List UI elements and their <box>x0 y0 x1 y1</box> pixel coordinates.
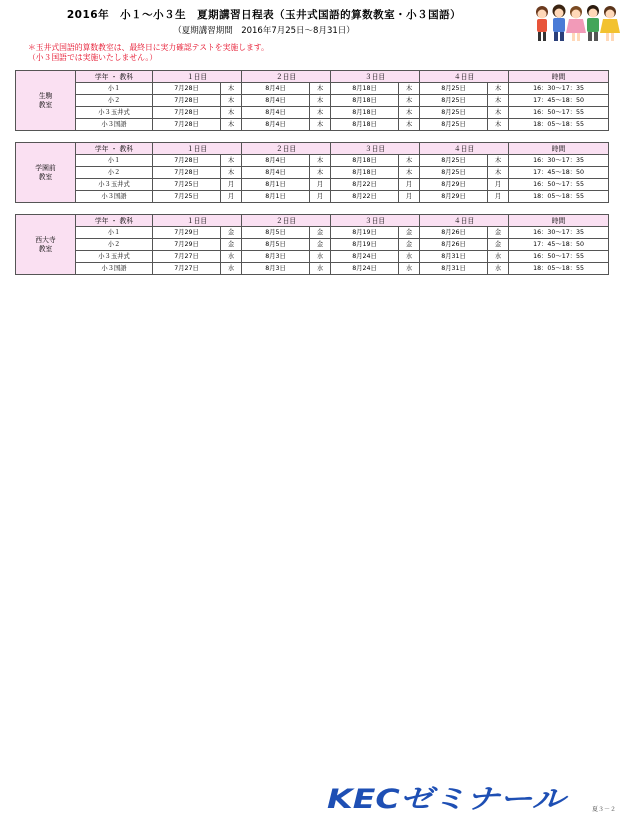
col-header-grade: 学年 ・ 教科 <box>76 71 153 83</box>
day1-weekday: 水 <box>221 251 242 263</box>
day4-weekday: 木 <box>488 167 509 179</box>
school-name <box>16 143 76 203</box>
grade-subject: 小２ <box>76 239 153 251</box>
day2-date: 8月1日 <box>242 191 310 203</box>
day4-date: 8月31日 <box>420 263 488 275</box>
class-time: 16：30～17：35 <box>509 227 609 239</box>
day1-weekday: 木 <box>221 119 242 131</box>
day3-weekday: 木 <box>399 167 420 179</box>
col-header-day4: ４日目 <box>420 215 509 227</box>
child-icon <box>600 6 620 41</box>
day4-date: 8月25日 <box>420 83 488 95</box>
day1-date: 7月25日 <box>153 191 221 203</box>
col-header-day3: ３日目 <box>331 143 420 155</box>
day2-weekday: 木 <box>310 167 331 179</box>
day4-weekday: 水 <box>488 263 509 275</box>
day1-date: 7月29日 <box>153 239 221 251</box>
day3-date: 8月18日 <box>331 83 399 95</box>
day4-date: 8月29日 <box>420 179 488 191</box>
school-name-text: 学園前 教室 <box>35 163 56 181</box>
grade-subject: 小３玉井式 <box>76 107 153 119</box>
header-row <box>16 71 609 83</box>
day1-date: 7月28日 <box>153 107 221 119</box>
grade-subject: 小３国語 <box>76 191 153 203</box>
day1-weekday: 木 <box>221 95 242 107</box>
class-time: 16：50～17：55 <box>509 107 609 119</box>
class-time: 16：50～17：55 <box>509 251 609 263</box>
day1-weekday: 木 <box>221 107 242 119</box>
schedule-table <box>15 214 609 275</box>
col-header-day2: ２日目 <box>242 143 331 155</box>
day4-date: 8月26日 <box>420 239 488 251</box>
day1-weekday: 金 <box>221 227 242 239</box>
day2-date: 8月3日 <box>242 251 310 263</box>
day1-weekday: 金 <box>221 239 242 251</box>
grade-subject: 小２ <box>76 95 153 107</box>
school-block <box>15 214 608 274</box>
day4-date: 8月25日 <box>420 95 488 107</box>
table-row <box>16 239 609 251</box>
day3-date: 8月22日 <box>331 179 399 191</box>
day3-weekday: 木 <box>399 83 420 95</box>
day1-date: 7月29日 <box>153 227 221 239</box>
col-header-time: 時間 <box>509 143 609 155</box>
class-time: 16：30～17：35 <box>509 155 609 167</box>
day1-weekday: 月 <box>221 179 242 191</box>
day3-date: 8月19日 <box>331 239 399 251</box>
col-header-grade: 学年 ・ 教科 <box>76 143 153 155</box>
table-row <box>16 227 609 239</box>
grade-subject: 小３玉井式 <box>76 251 153 263</box>
day4-weekday: 木 <box>488 107 509 119</box>
course-period: （夏期講習期間 2016年7月25日～8月31日） <box>173 26 355 36</box>
child-icon <box>536 6 548 41</box>
col-header-day1: １日目 <box>153 143 242 155</box>
day2-date: 8月5日 <box>242 227 310 239</box>
day3-date: 8月18日 <box>331 167 399 179</box>
day2-date: 8月1日 <box>242 179 310 191</box>
class-time: 17：45～18：50 <box>509 167 609 179</box>
day1-date: 7月27日 <box>153 263 221 275</box>
day3-date: 8月19日 <box>331 227 399 239</box>
school-name <box>16 215 76 275</box>
day4-date: 8月31日 <box>420 251 488 263</box>
school-block <box>15 70 608 130</box>
day2-date: 8月4日 <box>242 83 310 95</box>
note-line: （小３国語では実施いたしません。） <box>28 53 158 62</box>
day2-date: 8月4日 <box>242 167 310 179</box>
table-row <box>16 191 609 203</box>
col-header-time: 時間 <box>509 215 609 227</box>
day4-weekday: 月 <box>488 179 509 191</box>
day3-weekday: 木 <box>399 119 420 131</box>
grade-subject: 小１ <box>76 227 153 239</box>
child-icon <box>553 5 566 42</box>
day2-weekday: 木 <box>310 155 331 167</box>
grade-subject: 小３国語 <box>76 119 153 131</box>
class-time: 18：05～18：55 <box>509 191 609 203</box>
day2-weekday: 金 <box>310 227 331 239</box>
col-header-day4: ４日目 <box>420 71 509 83</box>
day2-date: 8月3日 <box>242 263 310 275</box>
day2-weekday: 水 <box>310 251 331 263</box>
table-row <box>16 179 609 191</box>
notes <box>28 43 269 63</box>
table-row <box>16 83 609 95</box>
day3-date: 8月24日 <box>331 251 399 263</box>
day4-date: 8月29日 <box>420 191 488 203</box>
day4-date: 8月25日 <box>420 155 488 167</box>
day2-weekday: 金 <box>310 239 331 251</box>
day4-date: 8月25日 <box>420 167 488 179</box>
day3-weekday: 金 <box>399 239 420 251</box>
day4-date: 8月26日 <box>420 227 488 239</box>
class-time: 18：05～18：55 <box>509 263 609 275</box>
day1-date: 7月28日 <box>153 155 221 167</box>
table-row <box>16 155 609 167</box>
table-row <box>16 119 609 131</box>
school-name-text: 西大寺 教室 <box>35 235 56 253</box>
day3-date: 8月22日 <box>331 191 399 203</box>
day1-weekday: 木 <box>221 83 242 95</box>
day1-weekday: 月 <box>221 191 242 203</box>
day2-weekday: 木 <box>310 107 331 119</box>
class-time: 18：05～18：55 <box>509 119 609 131</box>
day4-weekday: 水 <box>488 251 509 263</box>
day3-date: 8月18日 <box>331 119 399 131</box>
header-row <box>16 215 609 227</box>
child-icon <box>566 6 586 41</box>
day2-weekday: 月 <box>310 179 331 191</box>
day1-date: 7月25日 <box>153 179 221 191</box>
day4-weekday: 木 <box>488 95 509 107</box>
class-time: 17：45～18：50 <box>509 95 609 107</box>
logo-text: KECゼミナール <box>327 784 569 815</box>
day3-date: 8月24日 <box>331 263 399 275</box>
table-row <box>16 167 609 179</box>
class-time: 16：30～17：35 <box>509 83 609 95</box>
day1-date: 7月28日 <box>153 167 221 179</box>
col-header-time: 時間 <box>509 71 609 83</box>
col-header-day3: ３日目 <box>331 71 420 83</box>
school-name-text: 生駒 教室 <box>38 91 53 109</box>
grade-subject: 小１ <box>76 83 153 95</box>
day3-weekday: 金 <box>399 227 420 239</box>
day4-weekday: 木 <box>488 119 509 131</box>
day3-date: 8月18日 <box>331 155 399 167</box>
col-header-day1: １日目 <box>153 215 242 227</box>
day2-weekday: 木 <box>310 119 331 131</box>
day1-weekday: 水 <box>221 263 242 275</box>
day1-date: 7月28日 <box>153 119 221 131</box>
class-time: 17：45～18：50 <box>509 239 609 251</box>
col-header-grade: 学年 ・ 教科 <box>76 215 153 227</box>
page-title: 2016年 小１～小３生 夏期講習日程表（玉井式国語的算数教室・小３国語） <box>66 9 462 21</box>
day1-date: 7月28日 <box>153 95 221 107</box>
day4-weekday: 金 <box>488 239 509 251</box>
child-icon <box>587 5 599 41</box>
day3-weekday: 水 <box>399 263 420 275</box>
day2-weekday: 水 <box>310 263 331 275</box>
table-row <box>16 107 609 119</box>
day2-weekday: 木 <box>310 95 331 107</box>
day2-date: 8月4日 <box>242 95 310 107</box>
day3-weekday: 木 <box>399 155 420 167</box>
day4-date: 8月25日 <box>420 119 488 131</box>
day3-date: 8月18日 <box>331 95 399 107</box>
table-row <box>16 263 609 275</box>
table-row <box>16 95 609 107</box>
day1-date: 7月28日 <box>153 83 221 95</box>
grade-subject: 小１ <box>76 155 153 167</box>
header-row <box>16 143 609 155</box>
grade-subject: 小２ <box>76 167 153 179</box>
day2-weekday: 木 <box>310 83 331 95</box>
day3-weekday: 水 <box>399 251 420 263</box>
schedule-table <box>15 70 609 131</box>
day3-weekday: 木 <box>399 107 420 119</box>
day3-weekday: 木 <box>399 95 420 107</box>
note-line: ＊玉井式国語的算数教室は、最終日に実力確認テストを実施します。 <box>28 43 269 52</box>
table-row <box>16 251 609 263</box>
col-header-day2: ２日目 <box>242 71 331 83</box>
grade-subject: 小３国語 <box>76 263 153 275</box>
day4-weekday: 金 <box>488 227 509 239</box>
day4-weekday: 月 <box>488 191 509 203</box>
col-header-day1: １日目 <box>153 71 242 83</box>
page-number: 夏３－２ <box>591 806 616 813</box>
day3-weekday: 月 <box>399 191 420 203</box>
day1-weekday: 木 <box>221 167 242 179</box>
school-block <box>15 142 608 202</box>
grade-subject: 小３玉井式 <box>76 179 153 191</box>
col-header-day2: ２日目 <box>242 215 331 227</box>
col-header-day3: ３日目 <box>331 215 420 227</box>
day2-date: 8月5日 <box>242 239 310 251</box>
day2-date: 8月4日 <box>242 119 310 131</box>
day2-weekday: 月 <box>310 191 331 203</box>
day4-date: 8月25日 <box>420 107 488 119</box>
class-time: 16：50～17：55 <box>509 179 609 191</box>
day1-date: 7月27日 <box>153 251 221 263</box>
schedule-table <box>15 142 609 203</box>
children-illustration <box>532 2 620 44</box>
day3-date: 8月18日 <box>331 107 399 119</box>
day4-weekday: 木 <box>488 155 509 167</box>
day3-weekday: 月 <box>399 179 420 191</box>
day2-date: 8月4日 <box>242 155 310 167</box>
kec-logo <box>325 780 570 816</box>
day4-weekday: 木 <box>488 83 509 95</box>
day1-weekday: 木 <box>221 155 242 167</box>
schedule-list <box>15 70 608 286</box>
school-name <box>16 71 76 131</box>
col-header-day4: ４日目 <box>420 143 509 155</box>
day2-date: 8月4日 <box>242 107 310 119</box>
